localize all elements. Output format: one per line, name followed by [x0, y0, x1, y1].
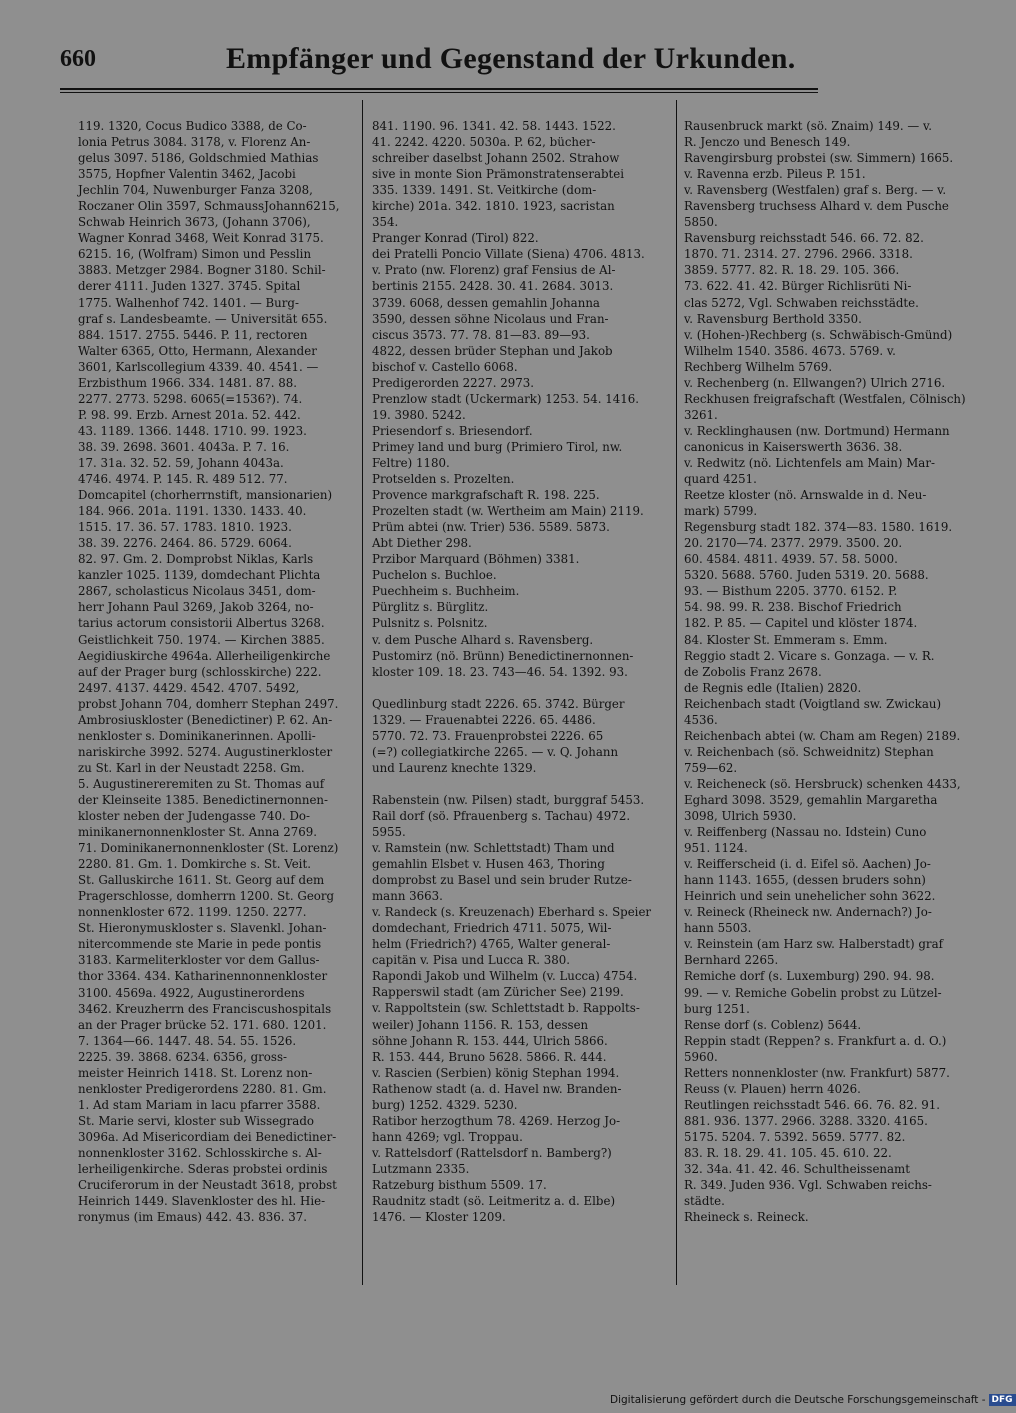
entry-line: dei Pratelli Poncio Villate (Siena) 4706. 4813.: [372, 247, 645, 262]
entry-line: (=?) collegiatkirche 2265. — v. Q. Johann: [372, 744, 619, 759]
entry-line: P. 98. 99. Erzb. Arnest 201a. 52. 442.: [78, 407, 301, 422]
column-divider: [362, 100, 363, 1285]
entry-line: capitän v. Pisa und Lucca R. 380.: [372, 953, 570, 968]
entry-line: lerheiligenkirche. Sderas probstei ordinis: [78, 1162, 328, 1177]
entry-line: 60. 4584. 4811. 4939. 57. 58. 5000.: [684, 552, 898, 567]
entry-line: 1775. Walhenhof 742. 1401. — Burg-: [78, 295, 299, 310]
entry-line: 3183. Karmeliterkloster vor dem Gallus-: [78, 953, 320, 968]
entry-line: 3261.: [684, 407, 718, 422]
entry-line: St. Hieronymuskloster s. Slavenkl. Johan-: [78, 921, 327, 936]
entry-line: Prozelten stadt (w. Wertheim am Main) 2119.: [372, 504, 644, 519]
entry-line: 4536.: [684, 712, 718, 727]
entry-line: v. Rechenberg (n. Ellwangen?) Ulrich 2716.: [684, 375, 946, 390]
footer-text: Digitalisierung gefördert durch die Deutsche Forschungsgemeinschaft -: [610, 1394, 986, 1406]
entry-line: 3100. 4569a. 4922, Augustinerordens: [78, 985, 305, 1000]
entry-line: v. Reifferscheid (i. d. Eifel sö. Aachen) Jo-: [684, 857, 931, 872]
entry-line: Pürglitz s. Bürglitz.: [372, 600, 489, 615]
entry-line: Lutzmann 2335.: [372, 1161, 470, 1176]
entry-line: ciscus 3573. 77. 78. 81—83. 89—93.: [372, 327, 590, 342]
entry-line: Reuss (v. Plauen) herrn 4026.: [684, 1081, 861, 1096]
entry-line: 41. 2242. 4220. 5030a. P. 62, bücher-: [372, 135, 596, 150]
entry-line: 84. Kloster St. Emmeram s. Emm.: [684, 632, 888, 647]
entry-line: v. Reineck (Rheineck nw. Andernach?) Jo-: [684, 905, 932, 920]
entry-line: Schwab Heinrich 3673, (Johann 3706),: [78, 215, 311, 230]
entry-line: Reggio stadt 2. Vicare s. Gonzaga. — v. R.: [684, 648, 935, 663]
entry-line: 335. 1339. 1491. St. Veitkirche (dom-: [372, 183, 597, 198]
entry-line: 4822, dessen brüder Stephan und Jakob: [372, 343, 613, 358]
entry-line: Abt Diether 298.: [372, 536, 472, 551]
entry-line: städte.: [684, 1194, 725, 1209]
entry-line: meister Heinrich 1418. St. Lorenz non-: [78, 1065, 313, 1080]
entry-line: v. Rappoltstein (sw. Schlettstadt b. Rappolts-: [372, 1001, 640, 1016]
entry-line: Eghard 3098. 3529, gemahlin Margaretha: [684, 792, 938, 807]
entry-line: 4746. 4974. P. 145. R. 489 512. 77.: [78, 472, 288, 487]
entry-line: söhne Johann R. 153. 444, Ulrich 5866.: [372, 1033, 608, 1048]
entry-line: Pranger Konrad (Tirol) 822.: [372, 231, 539, 246]
entry-line: 19. 3980. 5242.: [372, 407, 466, 422]
entry-line: 881. 936. 1377. 2966. 3288. 3320. 4165.: [684, 1113, 928, 1128]
column-divider: [676, 100, 677, 1285]
entry-line: Prüm abtei (nw. Trier) 536. 5589. 5873.: [372, 520, 610, 535]
entry-line: 71. Dominikanernonnenkloster (St. Lorenz): [78, 841, 339, 856]
entry-line: probst Johann 704, domherr Stephan 2497.: [78, 696, 339, 711]
entry-line: Ravensburg reichsstadt 546. 66. 72. 82.: [684, 231, 924, 246]
entry-line: R. 349. Juden 936. Vgl. Schwaben reichs-: [684, 1178, 932, 1193]
entry-line: 3859. 5777. 82. R. 18. 29. 105. 366.: [684, 263, 900, 278]
entry-line: Cruciferorum in der Neustadt 3618, probst: [78, 1178, 337, 1193]
entry-line: Predigerorden 2227. 2973.: [372, 375, 534, 390]
header-rule-thin: [60, 92, 818, 93]
entry-line: Walter 6365, Otto, Hermann, Alexander: [78, 343, 317, 358]
text-column-2: [372, 118, 666, 1225]
header-rule: [60, 88, 818, 90]
entry-line: 5960.: [684, 1049, 718, 1064]
entry-line: 54. 98. 99. R. 238. Bischof Friedrich: [684, 600, 902, 615]
entry-line: Pustomirz (nö. Brünn) Benedictinernonnen-: [372, 648, 634, 663]
entry-line: 99. — v. Remiche Gobelin probst zu Lützel-: [684, 985, 942, 1000]
entry-line: Protselden s. Prozelten.: [372, 472, 515, 487]
entry-line: R. Jenczo und Benesch 149.: [684, 135, 851, 150]
entry-line: weiler) Johann 1156. R. 153, dessen: [372, 1017, 589, 1032]
entry-line: gelus 3097. 5186, Goldschmied Mathias: [78, 151, 319, 166]
entry-line: 3575, Hopfner Valentin 3462, Jacobi: [78, 167, 296, 182]
entry-line: v. Prato (nw. Florenz) graf Fensius de Al-: [372, 263, 616, 278]
entry-line: Retters nonnenkloster (nw. Frankfurt) 5877.: [684, 1065, 950, 1080]
text-column-1: [78, 118, 358, 1225]
entry-line: v. Randeck (s. Kreuzenach) Eberhard s. Speier: [372, 905, 652, 920]
entry-line: 5. Augustinereremiten zu St. Thomas auf: [78, 776, 325, 791]
entry-line: 7. 1364—66. 1447. 48. 54. 55. 1526.: [78, 1033, 297, 1048]
entry-line: Roczaner Olin 3597, SchmaussJohann6215,: [78, 199, 340, 214]
entry-line: 5175. 5204. 7. 5392. 5659. 5777. 82.: [684, 1129, 906, 1144]
entry-line: v. Recklinghausen (nw. Dortmund) Hermann: [684, 423, 950, 438]
entry-line: 32. 34a. 41. 42. 46. Schultheissenamt: [684, 1162, 910, 1177]
entry-line: 17. 31a. 32. 52. 59, Johann 4043a.: [78, 455, 284, 470]
entry-line: v. Reichenbach (sö. Schweidnitz) Stephan: [684, 744, 934, 759]
text-column-3: [684, 118, 986, 1225]
entry-line: Remiche dorf (s. Luxemburg) 290. 94. 98.: [684, 969, 935, 984]
entry-line: Puechheim s. Buchheim.: [372, 584, 520, 599]
entry-line: bischof v. Castello 6068.: [372, 359, 518, 374]
entry-line: St. Marie servi, kloster sub Wissegrado: [78, 1113, 314, 1128]
entry-line: 6215. 16, (Wolfram) Simon und Pesslin: [78, 247, 312, 262]
entry-line: 5320. 5688. 5760. Juden 5319. 20. 5688.: [684, 568, 929, 583]
entry-line: 5770. 72. 73. Frauenprobstei 2226. 65: [372, 728, 604, 743]
entry-line: 93. — Bisthum 2205. 3770. 6152. P.: [684, 584, 898, 599]
entry-line: Reckhusen freigrafschaft (Westfalen, Cölnisch): [684, 391, 966, 406]
entry-line: canonicus in Kaiserswerth 3636. 38.: [684, 439, 903, 454]
entry-line: v. Ravensberg (Westfalen) graf s. Berg. — v.: [684, 183, 947, 198]
entry-line: thor 3364. 434. Katharinennonnenkloster: [78, 969, 328, 984]
entry-line: domdechant, Friedrich 4711. 5075, Wil-: [372, 921, 612, 936]
entry-line: Ravengirsburg probstei (sw. Simmern) 1665.: [684, 151, 954, 166]
entry-line: v. Reinstein (am Harz sw. Halberstadt) graf: [684, 937, 943, 952]
entry-line: Prenzlow stadt (Uckermark) 1253. 54. 1416.: [372, 391, 640, 406]
entry-line: v. (Hohen-)Rechberg (s. Schwäbisch-Gmünd): [684, 327, 953, 342]
entry-gap: [372, 776, 666, 792]
entry-line: Ravensberg truchsess Alhard v. dem Pusche: [684, 199, 949, 214]
entry-line: nariskirche 3992. 5274. Augustinerkloster: [78, 744, 333, 759]
entry-line: 5955.: [372, 824, 406, 839]
entry-line: minikanernonnenkloster St. Anna 2769.: [78, 825, 317, 840]
entry-line: Geistlichkeit 750. 1974. — Kirchen 3885.: [78, 632, 325, 647]
entry-line: Rabenstein (nw. Pilsen) stadt, burggraf 5453.: [372, 792, 645, 807]
entry-line: 2277. 2773. 5298. 6065(=1536?). 74.: [78, 391, 303, 406]
footer-credit: [610, 1394, 1013, 1406]
entry-line: 1. Ad stam Mariam in lacu pfarrer 3588.: [78, 1097, 321, 1112]
entry-line: Regensburg stadt 182. 374—83. 1580. 1619.: [684, 520, 953, 535]
entry-line: de Zobolis Franz 2678.: [684, 664, 822, 679]
entry-line: mann 3663.: [372, 889, 443, 904]
entry-line: Raudnitz stadt (sö. Leitmeritz a. d. Elbe): [372, 1194, 616, 1209]
entry-line: 184. 966. 201a. 1191. 1330. 1433. 40.: [78, 504, 307, 519]
entry-line: tarius actorum consistorii Albertus 3268.: [78, 616, 325, 631]
entry-line: v. Redwitz (nö. Lichtenfels am Main) Mar-: [684, 455, 935, 470]
entry-line: v. Reicheneck (sö. Hersbruck) schenken 4433,: [684, 776, 961, 791]
entry-line: Feltre) 1180.: [372, 455, 450, 470]
entry-line: Wilhelm 1540. 3586. 4673. 5769. v.: [684, 343, 896, 358]
entry-line: Przibor Marquard (Böhmen) 3381.: [372, 552, 580, 567]
entry-line: domprobst zu Basel und sein bruder Rutze-: [372, 873, 632, 888]
entry-line: schreiber daselbst Johann 2502. Strahow: [372, 151, 620, 166]
entry-line: Reichenbach stadt (Voigtland sw. Zwickau): [684, 696, 942, 711]
page-title: Empfänger und Gegenstand der Urkunden.: [226, 42, 796, 75]
entry-line: 82. 97. Gm. 2. Domprobst Niklas, Karls: [78, 552, 314, 567]
entry-line: 1329. — Frauenabtei 2226. 65. 4486.: [372, 712, 596, 727]
entry-line: Rense dorf (s. Coblenz) 5644.: [684, 1017, 862, 1032]
entry-line: 20. 2170—74. 2377. 2979. 3500. 20.: [684, 536, 903, 551]
entry-line: kanzler 1025. 1139, domdechant Plichta: [78, 568, 321, 583]
entry-line: Reetze kloster (nö. Arnswalde in d. Neu-: [684, 488, 927, 503]
entry-line: der Kleinseite 1385. Benedictinernonnen-: [78, 792, 329, 807]
entry-line: Primey land und burg (Primiero Tirol, nw.: [372, 439, 623, 454]
entry-line: graf s. Landesbeamte. — Universität 655.: [78, 311, 328, 326]
entry-line: 354.: [372, 215, 399, 230]
entry-line: 841. 1190. 96. 1341. 42. 58. 1443. 1522.: [372, 119, 616, 133]
entry-line: hann 5503.: [684, 921, 752, 936]
entry-line: 182. P. 85. — Capitel und klöster 1874.: [684, 616, 918, 631]
entry-line: v. Ravenna erzb. Pileus P. 151.: [684, 167, 866, 182]
entry-line: auf der Prager burg (schlosskirche) 222.: [78, 664, 322, 679]
entry-line: v. dem Pusche Alhard s. Ravensberg.: [372, 632, 594, 647]
entry-line: 1515. 17. 36. 57. 1783. 1810. 1923.: [78, 520, 292, 535]
entry-line: Rausenbruck markt (sö. Znaim) 149. — v.: [684, 119, 932, 133]
entry-line: Reutlingen reichsstadt 546. 66. 76. 82. 91.: [684, 1097, 941, 1112]
entry-line: 3883. Metzger 2984. Bogner 3180. Schil-: [78, 263, 326, 278]
entry-line: Rathenow stadt (a. d. Havel nw. Branden-: [372, 1081, 622, 1096]
entry-line: 1476. — Kloster 1209.: [372, 1210, 506, 1225]
entry-line: Rapperswil stadt (am Züricher See) 2199.: [372, 985, 624, 1000]
entry-line: Bernhard 2265.: [684, 953, 779, 968]
entry-line: mark) 5799.: [684, 504, 758, 519]
entry-line: 3590, dessen söhne Nicolaus und Fran-: [372, 311, 609, 326]
entry-line: Reichenbach abtei (w. Cham am Regen) 2189.: [684, 728, 961, 743]
entry-line: v. Rascien (Serbien) könig Stephan 1994.: [372, 1065, 620, 1080]
entry-line: bertinis 2155. 2428. 30. 41. 2684. 3013.: [372, 279, 614, 294]
entry-line: Ambrosiuskloster (Benedictiner) P. 62. An-: [78, 712, 333, 727]
entry-line: derer 4111. Juden 1327. 3745. Spital: [78, 279, 301, 294]
entry-line: Wagner Konrad 3468, Weit Konrad 3175.: [78, 231, 324, 246]
entry-gap: [372, 680, 666, 696]
page-number: 660: [60, 46, 96, 72]
entry-line: quard 4251.: [684, 472, 757, 487]
entry-line: v. Ramstein (nw. Schlettstadt) Tham und: [372, 841, 615, 856]
entry-line: 3462. Kreuzherrn des Franciscushospitals: [78, 1001, 332, 1016]
entry-line: v. Ravensburg Berthold 3350.: [684, 311, 862, 326]
entry-line: 884. 1517. 2755. 5446. P. 11, rectoren: [78, 327, 308, 342]
entry-line: v. Reiffenberg (Nassau no. Idstein) Cuno: [684, 825, 927, 840]
entry-line: herr Johann Paul 3269, Jakob 3264, no-: [78, 600, 314, 615]
entry-line: St. Galluskirche 1611. St. Georg auf dem: [78, 873, 325, 888]
entry-line: burg) 1252. 4329. 5230.: [372, 1097, 518, 1112]
entry-line: hann 1143. 1655, (dessen bruders sohn): [684, 873, 926, 888]
entry-line: 83. R. 18. 29. 41. 105. 45. 610. 22.: [684, 1146, 892, 1160]
entry-line: Rechberg Wilhelm 5769.: [684, 359, 833, 374]
entry-line: Priesendorf s. Briesendorf.: [372, 423, 533, 438]
entry-line: nenkloster Predigerordens 2280. 81. Gm.: [78, 1081, 327, 1096]
entry-line: Pulsnitz s. Polsnitz.: [372, 616, 488, 631]
entry-line: sive in monte Sion Prämonstratenserabtei: [372, 167, 625, 182]
entry-line: 951. 1124.: [684, 841, 748, 856]
entry-line: Ratibor herzogthum 78. 4269. Herzog Jo-: [372, 1113, 621, 1128]
entry-line: 2867, scholasticus Nicolaus 3451, dom-: [78, 584, 316, 599]
page-header: [60, 42, 810, 82]
entry-line: und Laurenz knechte 1329.: [372, 760, 537, 775]
entry-line: helm (Friedrich?) 4765, Walter general-: [372, 937, 611, 952]
entry-line: kloster neben der Judengasse 740. Do-: [78, 809, 311, 824]
entry-line: 3739. 6068, dessen gemahlin Johanna: [372, 295, 600, 310]
entry-line: 3098, Ulrich 5930.: [684, 809, 797, 824]
entry-line: Puchelon s. Buchloe.: [372, 568, 497, 583]
entry-line: Heinrich 1449. Slavenkloster des hl. Hie-: [78, 1194, 326, 1209]
entry-line: hann 4269; vgl. Troppau.: [372, 1129, 523, 1144]
entry-line: Erzbisthum 1966. 334. 1481. 87. 88.: [78, 375, 298, 390]
entry-line: Aegidiuskirche 4964a. Allerheiligenkirche: [78, 648, 331, 663]
entry-line: Quedlinburg stadt 2226. 65. 3742. Bürger: [372, 696, 625, 711]
entry-line: 3601, Karlscollegium 4339. 40. 4541. —: [78, 359, 319, 374]
entry-line: clas 5272, Vgl. Schwaben reichsstädte.: [684, 295, 919, 310]
entry-line: Rail dorf (sö. Pfrauenberg s. Tachau) 4972.: [372, 808, 631, 823]
entry-line: 3096a. Ad Misericordiam dei Benedictiner-: [78, 1129, 337, 1144]
entry-line: zu St. Karl in der Neustadt 2258. Gm.: [78, 760, 305, 775]
entry-line: R. 153. 444, Bruno 5628. 5866. R. 444.: [372, 1049, 607, 1064]
entry-line: Rheineck s. Reineck.: [684, 1210, 809, 1225]
entry-line: lonia Petrus 3084. 3178, v. Florenz An-: [78, 135, 311, 150]
entry-line: Ratzeburg bisthum 5509. 17.: [372, 1178, 547, 1192]
entry-line: nonnenkloster 672. 1199. 1250. 2277.: [78, 905, 307, 920]
entry-line: kloster 109. 18. 23. 743—46. 54. 1392. 93.: [372, 664, 628, 679]
entry-line: 38. 39. 2276. 2464. 86. 5729. 6064.: [78, 536, 292, 551]
entry-line: kirche) 201a. 342. 1810. 1923, sacristan: [372, 199, 615, 214]
entry-line: v. Rattelsdorf (Rattelsdorf n. Bamberg?): [372, 1145, 612, 1160]
entry-line: Provence markgrafschaft R. 198. 225.: [372, 488, 600, 503]
entry-line: de Regnis edle (Italien) 2820.: [684, 680, 862, 695]
entry-line: 2497. 4137. 4429. 4542. 4707. 5492,: [78, 680, 300, 695]
dfg-logo: DFG: [989, 1394, 1016, 1406]
entry-line: Rapondi Jakob und Wilhelm (v. Lucca) 4754.: [372, 969, 638, 984]
entry-line: nenkloster s. Dominikanerinnen. Apolli-: [78, 728, 316, 743]
entry-line: Pragerschlosse, domherrn 1200. St. Georg: [78, 889, 335, 904]
entry-line: 43. 1189. 1366. 1448. 1710. 99. 1923.: [78, 423, 307, 438]
entry-line: Domcapitel (chorherrnstift, mansionarien): [78, 488, 333, 503]
entry-line: 2280. 81. Gm. 1. Domkirche s. St. Veit.: [78, 857, 311, 872]
entry-line: nonnenkloster 3162. Schlosskirche s. Al-: [78, 1146, 322, 1160]
entry-line: an der Prager brücke 52. 171. 680. 1201.: [78, 1017, 327, 1032]
entry-line: Heinrich und sein unehelicher sohn 3622.: [684, 889, 936, 904]
entry-line: nitercommende ste Marie in pede pontis: [78, 937, 322, 952]
entry-line: 1870. 71. 2314. 27. 2796. 2966. 3318.: [684, 247, 913, 262]
entry-line: 759—62.: [684, 760, 738, 775]
entry-line: Reppin stadt (Reppen? s. Frankfurt a. d. O.): [684, 1033, 947, 1048]
entry-line: Jechlin 704, Nuwenburger Fanza 3208,: [78, 183, 313, 198]
entry-line: 119. 1320, Cocus Budico 3388, de Co-: [78, 119, 307, 133]
entry-line: burg 1251.: [684, 1001, 750, 1016]
entry-line: ronymus (im Emaus) 442. 43. 836. 37.: [78, 1210, 308, 1225]
entry-line: 2225. 39. 3868. 6234. 6356, gross-: [78, 1049, 287, 1064]
entry-line: 38. 39. 2698. 3601. 4043a. P. 7. 16.: [78, 439, 290, 454]
entry-line: gemahlin Elsbet v. Husen 463, Thoring: [372, 857, 605, 872]
entry-line: 5850.: [684, 215, 718, 230]
entry-line: 73. 622. 41. 42. Bürger Richlisrüti Ni-: [684, 279, 912, 294]
